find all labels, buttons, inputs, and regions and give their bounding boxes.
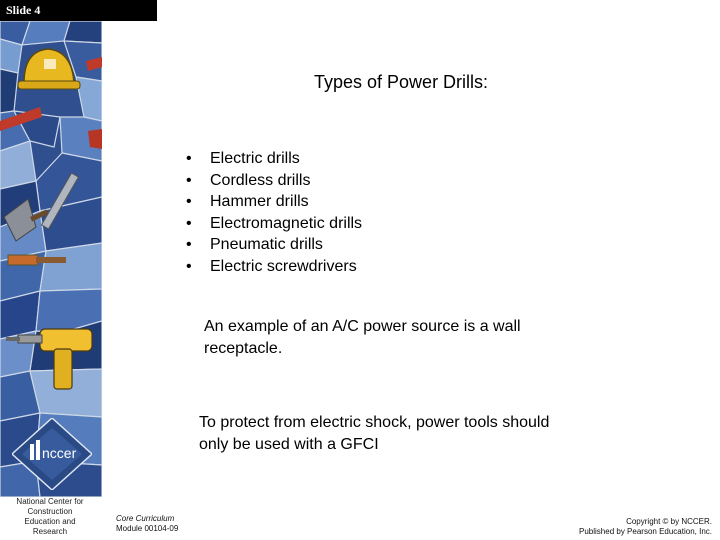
slide-number-tag: Slide 4	[0, 0, 157, 21]
copyright-notice	[579, 517, 712, 537]
slide-title: Types of Power Drills:	[314, 72, 489, 92]
list-item: • Cordless drills	[186, 171, 311, 189]
curriculum-info	[116, 514, 178, 534]
list-item: • Electric drills	[186, 150, 300, 167]
list-item: • Electromagnetic drills	[186, 214, 363, 232]
list-item: • Pneumatic drills	[186, 236, 323, 254]
nccer-logo-text: nccer	[42, 445, 77, 461]
gfci-paragraph: To protect from electric shock, power tools should only be used with a GFCI	[199, 414, 550, 453]
copyright-line: Copyright © by NCCER.	[626, 517, 712, 526]
nccer-logo	[12, 418, 92, 490]
organization-name: National Center for Construction Education and Research	[16, 497, 84, 536]
module-number: Module 00104-09	[116, 524, 179, 533]
publisher-line: Published by Pearson Education, Inc.	[579, 527, 712, 536]
list-item: • Electric screwdrivers	[186, 257, 357, 275]
drill-types-list	[186, 148, 362, 278]
curriculum-title: Core Curriculum	[116, 514, 175, 523]
list-item: • Hammer drills	[186, 193, 309, 211]
ac-power-paragraph: An example of an A/C power source is a wall receptacle.	[204, 318, 521, 357]
